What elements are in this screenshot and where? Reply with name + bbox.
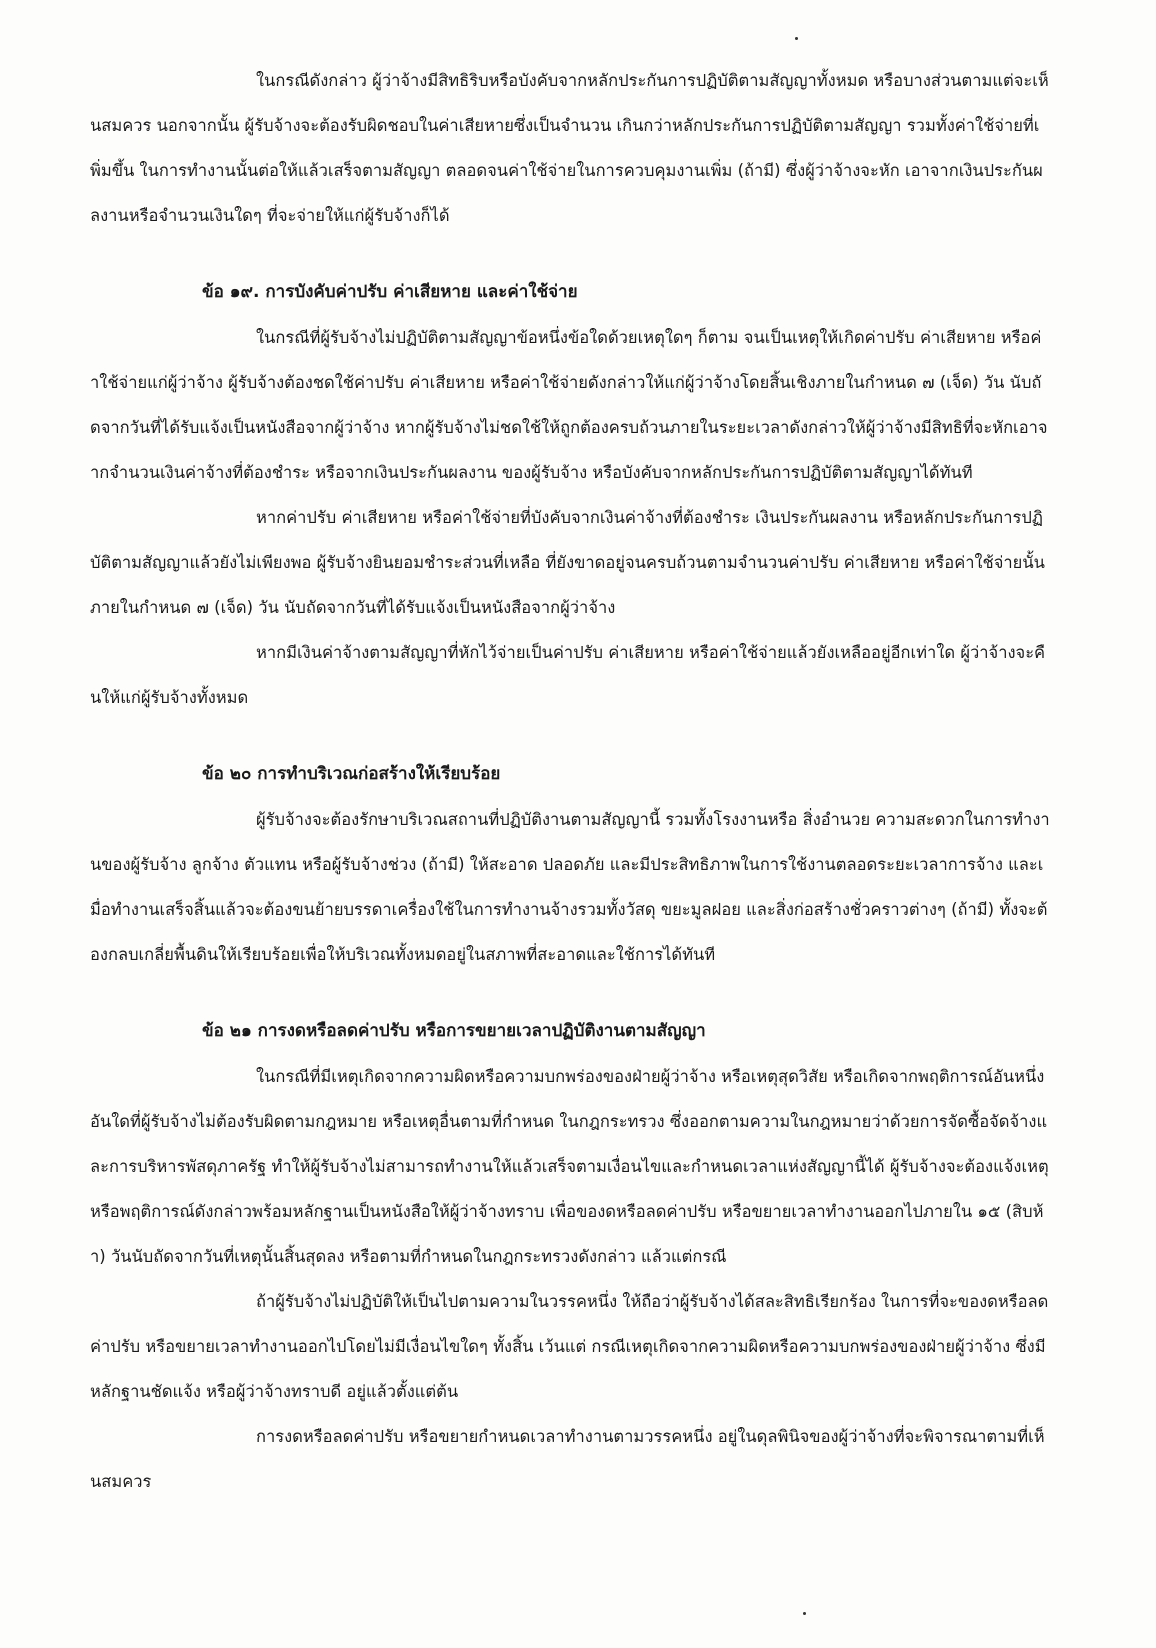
- section-19-paragraph-1: ในกรณีที่ผู้รับจ้างไม่ปฏิบัติตามสัญญาข้อหนึ่งข้อใดด้วยเหตุใดๆ ก็ตาม จนเป็นเหตุให้เกิดค่าปรับ ค่าเสียหาย หรือค่าใช้จ่ายแก่ผู้ว่าจ้าง ผู้รับจ้างต้องชดใช้ค่าปรับ ค่าเสียหาย หรือค่าใช้จ่ายดังกล่าวให้แก่ผู้ว่าจ้างโดยสิ้นเชิงภายในกำหนด ๗ (เจ็ด) วัน นับถัดจากวันที่ได้รับแจ้งเป็นหนังสือจากผู้ว่าจ้าง หากผู้รับจ้างไม่ชดใช้ให้ถูกต้องครบถ้วนภายในระยะเวลาดังกล่าวให้ผู้ว่าจ้างมีสิทธิที่จะหักเอาจากจำนวนเงินค่าจ้างที่ต้องชำระ หรือจากเงินประกันผลงาน ของผู้รับจ้าง หรือบังคับจากหลักประกันการปฏิบัติตามสัญญาได้ทันที: [90, 328, 1048, 482]
- scan-speck: [803, 1612, 806, 1615]
- section-gap: [90, 977, 1050, 1009]
- section-21-paragraph-3: การงดหรือลดค่าปรับ หรือขยายกำหนดเวลาทำงานตามวรรคหนึ่ง อยู่ในดุลพินิจของผู้ว่าจ้างที่จะพิจารณาตามที่เห็นสมควร: [90, 1427, 1045, 1491]
- section-21-paragraph-2: ถ้าผู้รับจ้างไม่ปฏิบัติให้เป็นไปตามความในวรรคหนึ่ง ให้ถือว่าผู้รับจ้างได้สละสิทธิเรียกร้อง ในการที่จะของดหรือลดค่าปรับ หรือขยายเวลาทำงานออกไปโดยไม่มีเงื่อนไขใดๆ ทั้งสิ้น เว้นแต่ กรณีเหตุเกิดจากความผิดหรือความบกพร่องของฝ่ายผู้ว่าจ้าง ซึ่งมีหลักฐานชัดแจ้ง หรือผู้ว่าจ้างทราบดี อยู่แล้วตั้งแต่ต้น: [90, 1292, 1049, 1401]
- scan-speck: [795, 37, 798, 40]
- section-21: [90, 1009, 1050, 1504]
- section-19-paragraph-2: หากค่าปรับ ค่าเสียหาย หรือค่าใช้จ่ายที่บังคับจากเงินค่าจ้างที่ต้องชำระ เงินประกันผลงาน หรือหลักประกันการปฏิบัติตามสัญญาแล้วยังไม่เพียงพอ ผู้รับจ้างยินยอมชำระส่วนที่เหลือ ที่ยังขาดอยู่จนครบถ้วนตามจำนวนค่าปรับ ค่าเสียหาย หรือค่าใช้จ่ายนั้น ภายในกำหนด ๗ (เจ็ด) วัน นับถัดจากวันที่ได้รับแจ้งเป็นหนังสือจากผู้ว่าจ้าง: [90, 508, 1045, 617]
- section-heading-21: ข้อ ๒๑ การงดหรือลดค่าปรับ หรือการขยายเวลาปฏิบัติงานตามสัญญา: [202, 1021, 706, 1041]
- section-20-paragraph-1: ผู้รับจ้างจะต้องรักษาบริเวณสถานที่ปฏิบัติงานตามสัญญานี้ รวมทั้งโรงงานหรือ สิ่งอำนวย ความสะดวกในการทำงานของผู้รับจ้าง ลูกจ้าง ตัวแทน หรือผู้รับจ้างช่วง (ถ้ามี) ให้สะอาด ปลอดภัย และมีประสิทธิภาพในการใช้งานตลอดระยะเวลาการจ้าง และเมื่อทำงานเสร็จสิ้นแล้วจะต้องขนย้ายบรรดาเครื่องใช้ในการทำงานจ้างรวมทั้งวัสดุ ขยะมูลฝอย และสิ่งก่อสร้างชั่วคราวต่างๆ (ถ้ามี) ทั้งจะต้องกลบเกลี่ยพื้นดินให้เรียบร้อยเพื่อให้บริเวณทั้งหมดอยู่ในสภาพที่สะอาดและใช้การได้ทันที: [90, 810, 1050, 964]
- section-20: [90, 752, 1050, 977]
- section-gap: [90, 238, 1050, 270]
- section-heading-19: ข้อ ๑๙. การบังคับค่าปรับ ค่าเสียหาย และค่าใช้จ่าย: [202, 282, 578, 302]
- section-19-paragraph-3: หากมีเงินค่าจ้างตามสัญญาที่หักไว้จ่ายเป็นค่าปรับ ค่าเสียหาย หรือค่าใช้จ่ายแล้วยังเหลืออยู่อีกเท่าใด ผู้ว่าจ้างจะคืนให้แก่ผู้รับจ้างทั้งหมด: [90, 643, 1046, 707]
- paragraph-top: ในกรณีดังกล่าว ผู้ว่าจ้างมีสิทธิริบหรือบังคับจากหลักประกันการปฏิบัติตามสัญญาทั้งหมด หรือบางส่วนตามแต่จะเห็นสมควร นอกจากนั้น ผู้รับจ้างจะต้องรับผิดชอบในค่าเสียหายซึ่งเป็นจำนวน เกินกว่าหลักประกันการปฏิบัติตามสัญญา รวมทั้งค่าใช้จ่ายที่เพิ่มขึ้น ในการทำงานนั้นต่อให้แล้วเสร็จตามสัญญา ตลอดจนค่าใช้จ่ายในการควบคุมงานเพิ่ม (ถ้ามี) ซึ่งผู้ว่าจ้างจะหัก เอาจากเงินประกันผลงานหรือจำนวนเงินใดๆ ที่จะจ่ายให้แก่ผู้รับจ้างก็ได้: [90, 71, 1049, 225]
- document-body: [90, 58, 1050, 1504]
- section-gap: [90, 720, 1050, 752]
- section-heading-20: ข้อ ๒๐ การทำบริเวณก่อสร้างให้เรียบร้อย: [202, 764, 501, 784]
- section-21-paragraph-1: ในกรณีที่มีเหตุเกิดจากความผิดหรือความบกพร่องของฝ่ายผู้ว่าจ้าง หรือเหตุสุดวิสัย หรือเกิดจากพฤติการณ์อันหนึ่งอันใดที่ผู้รับจ้างไม่ต้องรับผิดตามกฎหมาย หรือเหตุอื่นตามที่กำหนด ในกฎกระทรวง ซึ่งออกตามความในกฎหมายว่าด้วยการจัดซื้อจัดจ้างและการบริหารพัสดุภาครัฐ ทำให้ผู้รับจ้างไม่สามารถทำงานให้แล้วเสร็จตามเงื่อนไขและกำหนดเวลาแห่งสัญญานี้ได้ ผู้รับจ้างจะต้องแจ้งเหตุหรือพฤติการณ์ดังกล่าวพร้อมหลักฐานเป็นหนังสือให้ผู้ว่าจ้างทราบ เพื่อของดหรือลดค่าปรับ หรือขยายเวลาทำงานออกไปภายใน ๑๕ (สิบห้า) วันนับถัดจากวันที่เหตุนั้นสิ้นสุดลง หรือตามที่กำหนดในกฎกระทรวงดังกล่าว แล้วแต่กรณี: [90, 1067, 1049, 1266]
- section-19: [90, 270, 1050, 720]
